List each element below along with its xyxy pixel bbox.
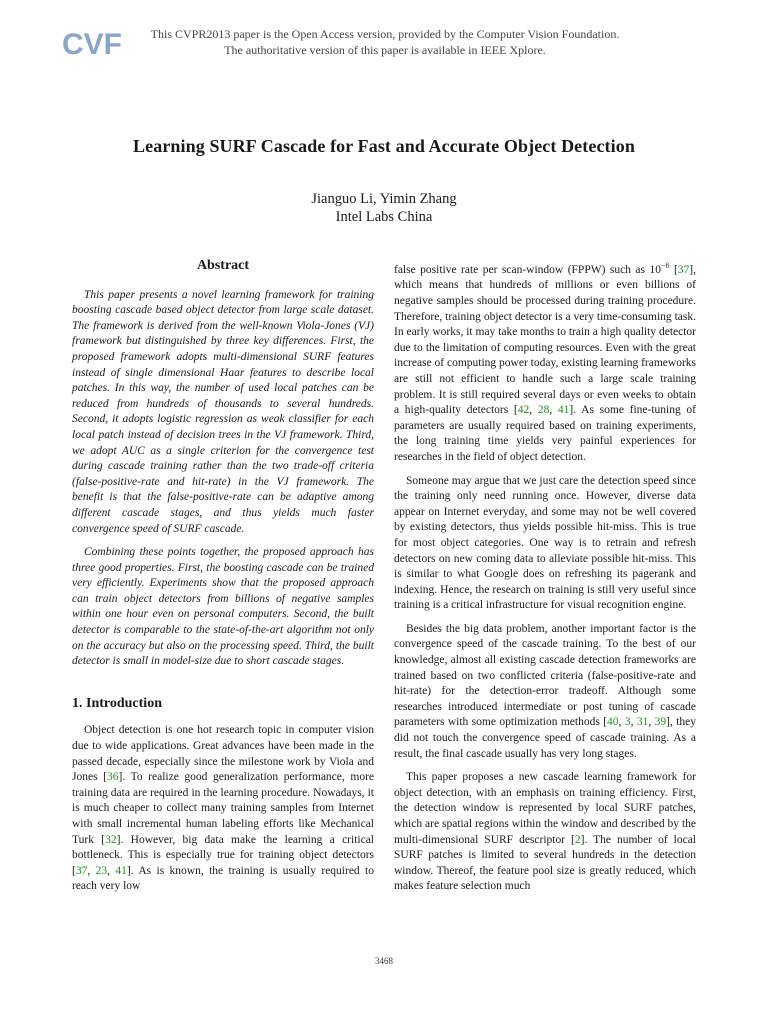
abstract-paragraph-1: This paper presents a novel learning framework for training boosting cascade based object detector from large scale dataset. The framework is derived from the well-known Viola-Jones (VJ) framework but distinguished by three key differences. First, the proposed framework adopts multi-dimensional SURF features instead of single dimensional Haar features to describe local patches. In this way, the number of used local patches can be reduced from hundreds of thousands to several hundreds. Second, it adopts logistic regression as weak classifier for each local patch instead of decision trees in the VJ framework. Third, we adopt AUC as a single criterion for the convergence test during cascade training rather than the two trade-off criteria (false-positive-rate and hit-rate) in the VJ framework. The benefit is that the false-positive-rate can be adaptive among different cascade stages, and thus yields much faster convergence speed of SURF cascade. [72,288,374,535]
citation-link[interactable]: 32 [105,833,117,846]
citation-link[interactable]: 36 [107,771,119,784]
body-paragraph-3: Besides the big data problem, another important factor is the convergence speed of the cascade training. To the best of our knowledge, almost all existing cascade detection frameworks are trained based on two conflicted criteria (false-positive-rate and hit-rate) for the detection-error tradeoff. Although some researches introduced intermediate or post tuning of cascade parameters with some optimization methods [40, 3, 31, 39], they did not touch the convergence speed of cascade training. As a result, the final cascade usually has very long stages. [394,622,696,760]
cvf-logo [62,24,124,64]
author-block [0,190,768,226]
page-number: 3468 [375,956,393,966]
right-column [394,258,696,903]
open-access-note [130,26,640,58]
citation-link[interactable]: 39 [654,716,667,729]
svg-text:CVF: CVF [62,28,122,61]
citation-link[interactable]: 41 [557,404,570,417]
body-paragraph-1: false positive rate per scan-window (FPPW) such as $10^{-6}$ [37], which means that hundreds of millions or even billions of negative samples should be processed during training procedure. Therefore, training object detector is a very time-consuming task. In early works, it may take months to train a high quality detector due to the limitation of computing resources. Even with the great increase of computing power today, existing learning frameworks are still not efficient to handle such a large scale training problem. It is still required several days or even weeks to obtain a high-quality detectors [42, 28, 41]. As some fine-tuning of parameters are usually required based on training experiments, the long training time yields very painful experiences for researches in the field of object detection. [394,261,697,463]
citation-link[interactable]: 42 [517,404,530,417]
header-line-2: The authoritative version of this paper is available in IEEE Xplore. [224,43,546,57]
paper-title: Learning SURF Cascade for Fast and Accurate Object Detection [133,136,635,156]
authors: Jianguo Li, Yimin Zhang [311,191,457,207]
header-line-1: This CVPR2013 paper is the Open Access version, provided by the Computer Vision Foundation. [150,27,620,41]
citation-link[interactable]: 37 [75,864,88,877]
body-paragraph-2: Someone may argue that we just care the detection speed since the training only need running once. However, diverse data appear on Internet everyday, and some may not be well covered by existing detectors, thus yields possible hit-miss. This is true for most object categories. One way is to retrain and refresh detectors on new coming data to alleviate possible hit-miss. This is similar to what Google does on refreshing its pagerank and indexing. Hence, the research on training is still very useful since training is a critical infrastructure for visual recognition engine. [394,474,696,612]
body-paragraph-4: This paper proposes a new cascade learning framework for object detection, with an emphasis on training efficiency. First, the detection window is represented by local SURF patches, which are spatial regions within the window and described by the multi-dimensional SURF descriptor [2]. The number of local SURF patches is limited to several hundreds in the detection window. Thereof, the feature pool size is greatly reduced, which makes feature selection much [394,771,697,893]
citation-link[interactable]: 23 [95,864,108,877]
citation-link[interactable]: 2 [574,833,581,846]
left-column [72,258,374,903]
introduction-heading: 1. Introduction [72,695,162,711]
citation-link[interactable]: 31 [636,716,649,729]
citation-link[interactable]: 40 [607,716,619,729]
intro-paragraph-1: Object detection is one hot research topic in computer vision due to wide applications. Great advances have been made in the passed decade, especially since the milestone work by Viola and Jones [36]. To realize good generalization performance, more training data are required in the learning procedure. Nowadays, it is much cheaper to collect many training samples from Internet with small incremental human labeling efforts like Mechanical Turk [32]. However, big data make the learning a critical bottleneck. This is especially true for training object detectors [37, 23, 41]. As is known, the training is usually required to reach very low [72,724,375,893]
citation-link[interactable]: 28 [537,404,550,417]
abstract-paragraph-2: Combining these points together, the proposed approach has three good properties. First, the boosting cascade can be trained very efficiently. Experiments show that the proposed approach can train object detectors from billions of negative samples within one hour even on personal computers. Second, the built detector is comparable to the state-of-the-art algorithm not only on the accuracy but also on the processing speed. Third, the built detector is small in model-size due to short cascade stages. [72,546,374,668]
abstract-section [72,258,374,670]
citation-link[interactable]: 3 [624,716,631,729]
abstract-heading: Abstract [196,258,250,273]
affiliation: Intel Labs China [335,209,433,225]
citation-link[interactable]: 37 [677,263,690,276]
citation-link[interactable]: 41 [115,864,127,877]
